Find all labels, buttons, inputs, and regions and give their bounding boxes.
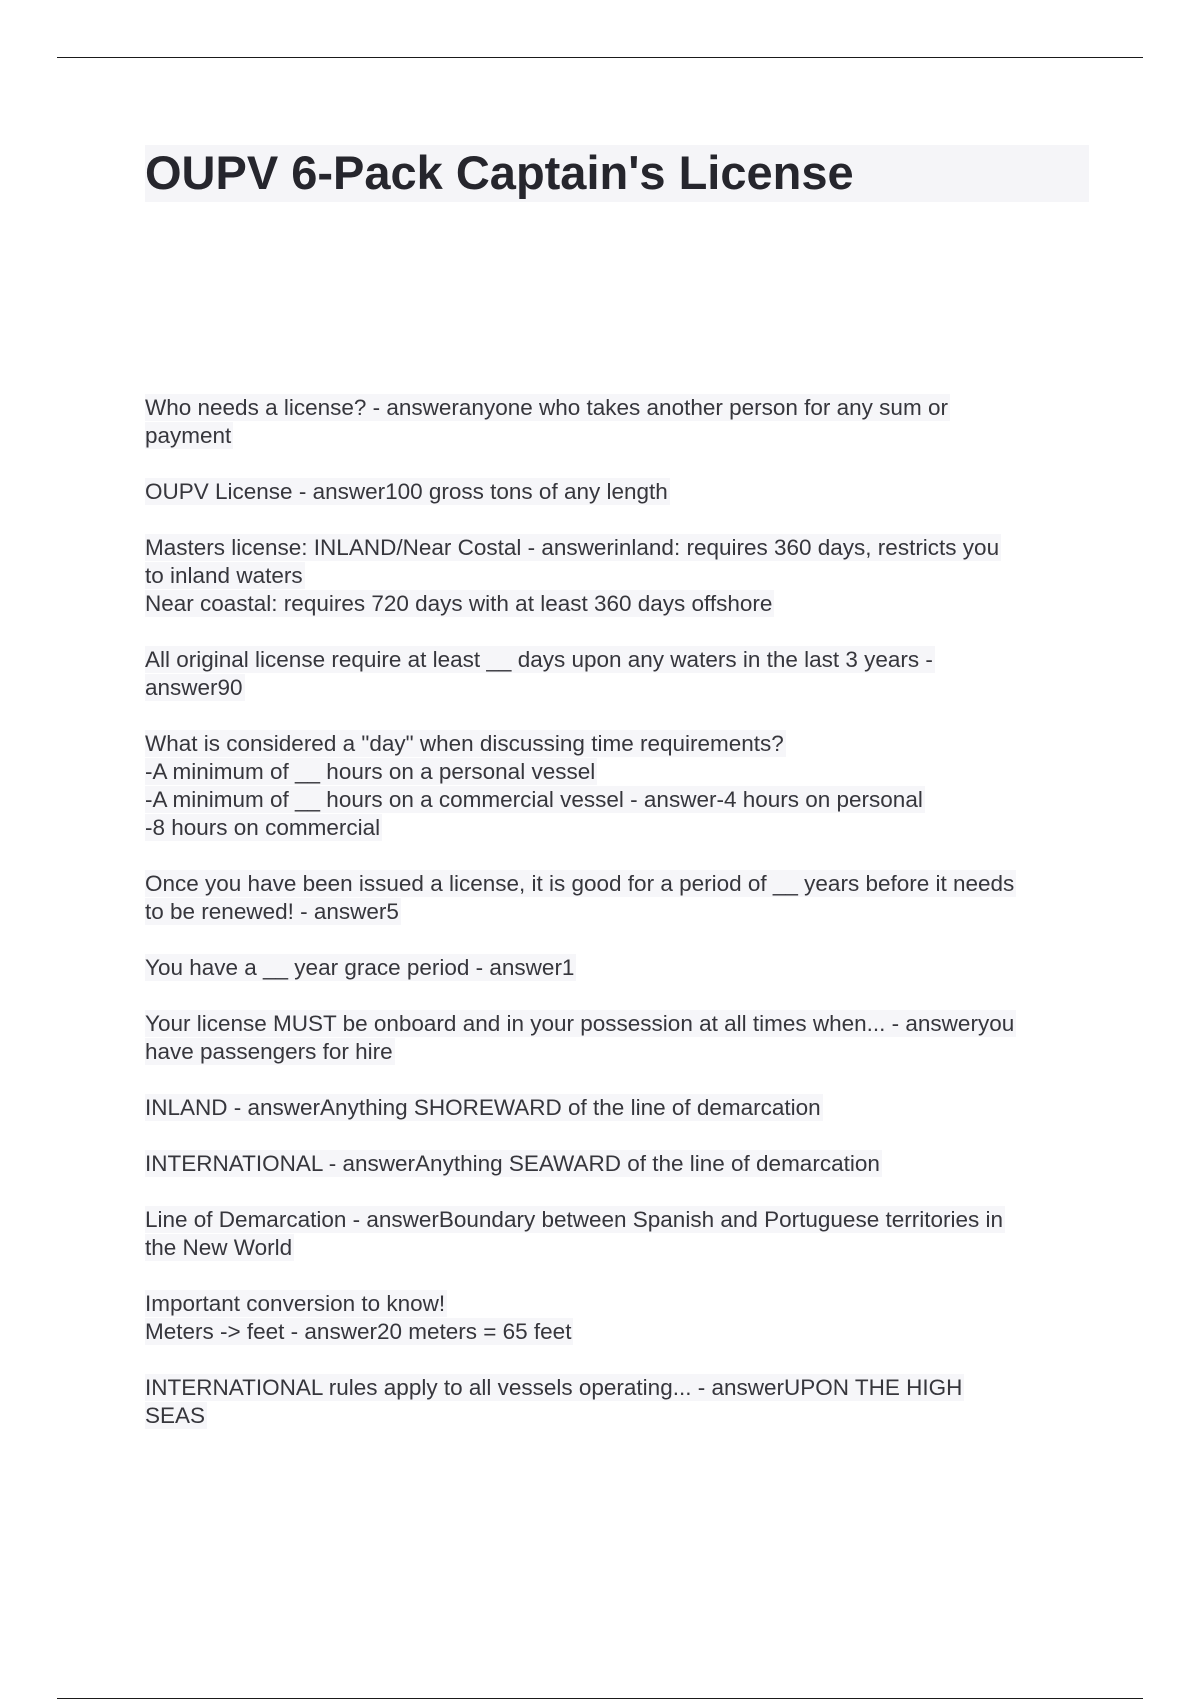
qa-line: Who needs a license? - answeranyone who takes another person for any sum or — [145, 395, 948, 420]
qa-item — [145, 1010, 1090, 1066]
qa-line: Line of Demarcation - answerBoundary between Spanish and Portuguese territories in — [145, 1207, 1003, 1232]
qa-item — [145, 954, 1090, 982]
qa-line: All original license require at least __ days upon any waters in the last 3 years - — [145, 647, 933, 672]
qa-line: You have a __ year grace period - answer1 — [145, 955, 575, 980]
qa-line: SEAS — [145, 1403, 206, 1428]
qa-line: Important conversion to know! — [145, 1291, 446, 1316]
qa-line: -A minimum of __ hours on a personal vessel — [145, 759, 596, 784]
qa-line: Masters license: INLAND/Near Costal - answerinland: requires 360 days, restricts you — [145, 535, 1000, 560]
qa-line: Meters -> feet - answer20 meters = 65 feet — [145, 1319, 572, 1344]
qa-line: payment — [145, 423, 232, 448]
qa-line: Near coastal: requires 720 days with at least 360 days offshore — [145, 591, 773, 616]
qa-line: Your license MUST be onboard and in your possession at all times when... - answeryou — [145, 1011, 1015, 1036]
qa-line: Once you have been issued a license, it is good for a period of __ years before it needs — [145, 871, 1015, 896]
qa-line: INLAND - answerAnything SHOREWARD of the line of demarcation — [145, 1095, 821, 1120]
qa-item — [145, 534, 1090, 618]
qa-line: INTERNATIONAL rules apply to all vessels operating... - answerUPON THE HIGH — [145, 1375, 963, 1400]
bottom-divider — [57, 1698, 1143, 1699]
qa-item — [145, 1206, 1090, 1262]
top-divider — [57, 57, 1143, 58]
qa-item — [145, 870, 1090, 926]
qa-line: to be renewed! - answer5 — [145, 899, 399, 924]
qa-item — [145, 394, 1090, 450]
qa-item — [145, 730, 1090, 842]
qa-item — [145, 1374, 1090, 1430]
qa-line: -A minimum of __ hours on a commercial vessel - answer-4 hours on personal — [145, 787, 923, 812]
qa-line: -8 hours on commercial — [145, 815, 381, 840]
document-title: OUPV 6-Pack Captain's License — [145, 146, 854, 199]
qa-line: answer90 — [145, 675, 243, 700]
qa-line: the New World — [145, 1235, 293, 1260]
qa-item — [145, 1290, 1090, 1346]
qa-item — [145, 478, 1090, 506]
qa-line: What is considered a "day" when discussing time requirements? — [145, 731, 784, 756]
qa-line: to inland waters — [145, 563, 303, 588]
qa-list — [145, 394, 1090, 1458]
qa-item — [145, 1150, 1090, 1178]
qa-item — [145, 1094, 1090, 1122]
qa-item — [145, 646, 1090, 702]
qa-line: OUPV License - answer100 gross tons of any length — [145, 479, 668, 504]
qa-line: INTERNATIONAL - answerAnything SEAWARD of the line of demarcation — [145, 1151, 880, 1176]
qa-line: have passengers for hire — [145, 1039, 393, 1064]
